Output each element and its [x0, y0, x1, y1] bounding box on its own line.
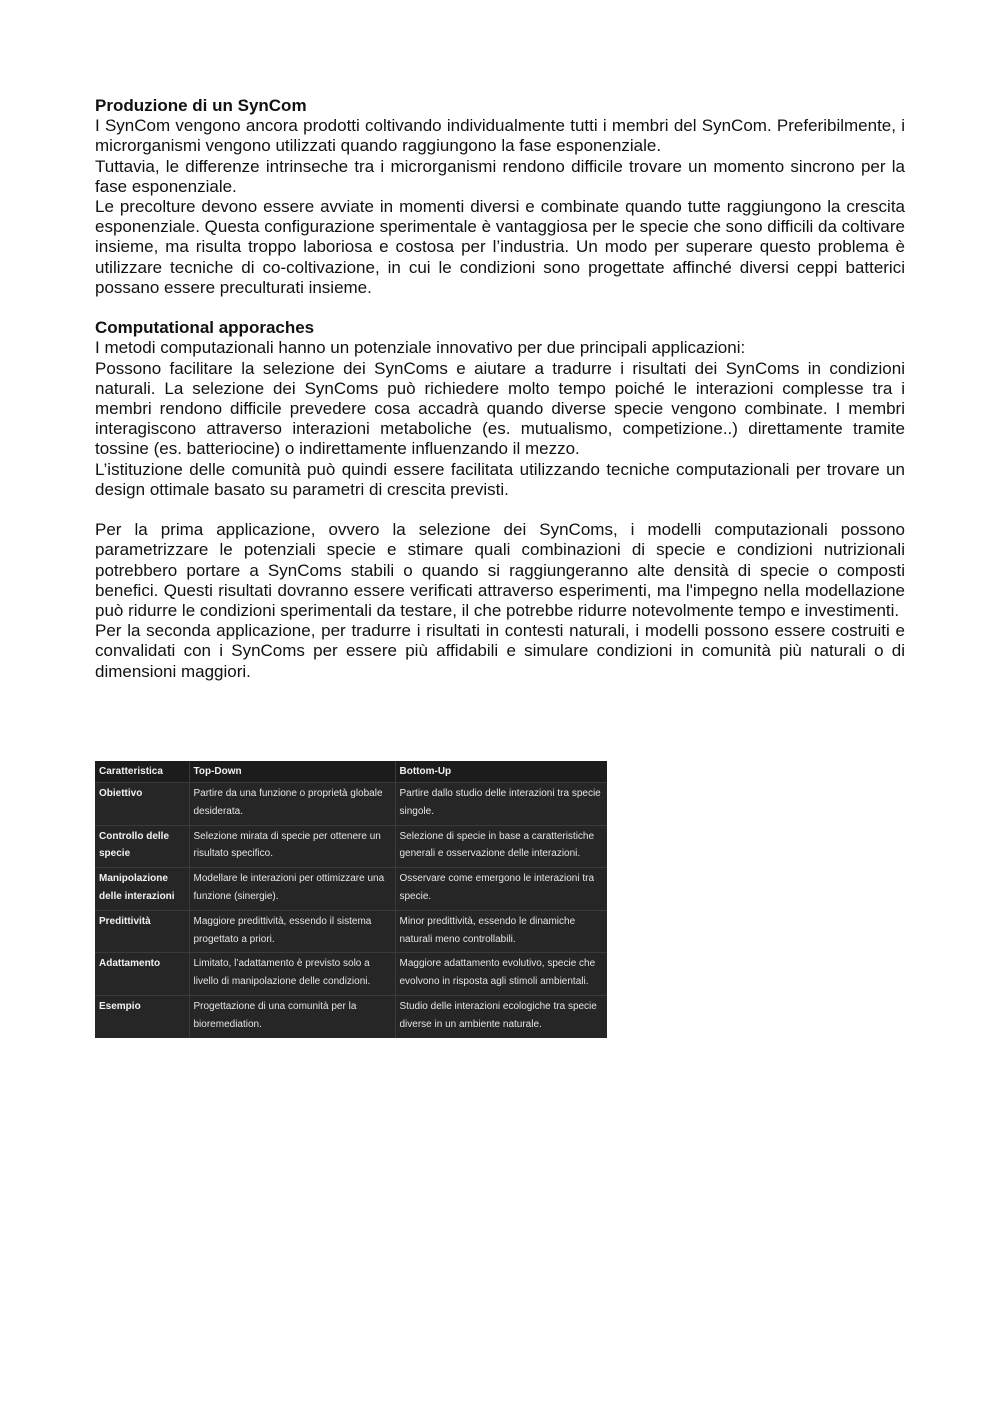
table-cell: Partire dallo studio delle interazioni tra specie singole.	[395, 783, 607, 826]
section-title-produzione: Produzione di un SynCom	[95, 96, 307, 115]
table-cell: Minor predittività, essendo le dinamiche naturali meno controllabili.	[395, 910, 607, 953]
column-header: Bottom-Up	[395, 761, 607, 783]
comparison-table-image	[95, 761, 607, 1038]
table-cell: Partire da una funzione o proprietà globale desiderata.	[189, 783, 395, 826]
table-row	[95, 868, 607, 911]
paragraph: L’istituzione delle comunità può quindi essere facilitata utilizzando tecniche computazionali per trovare un design ottimale basato su parametri di crescita previsti.	[95, 459, 905, 499]
table-header-row	[95, 761, 607, 783]
spacer	[95, 500, 905, 520]
paragraph: I metodi computazionali hanno un potenziale innovativo per due principali applicazioni:	[95, 338, 746, 358]
row-label: Manipolazione delle interazioni	[95, 868, 189, 911]
row-label: Esempio	[95, 995, 189, 1037]
row-label: Adattamento	[95, 953, 189, 996]
table-cell: Studio delle interazioni ecologiche tra specie diverse in un ambiente naturale.	[395, 995, 607, 1037]
paragraph: Per la seconda applicazione, per tradurre i risultati in contesti naturali, i modelli possono essere costruiti e convalidati con i SynComs per essere più affidabili e simulare condizioni in comunità più naturali o di dimensioni maggiori.	[95, 621, 905, 681]
spacer	[95, 298, 905, 318]
table-row	[95, 910, 607, 953]
paragraph: Per la prima applicazione, ovvero la selezione dei SynComs, i modelli computazionali possono parametrizzare le potenziali specie e stimare quali combinazioni di specie e condizioni nutrizionali potrebbero portare a SynComs stabili o quando si raggiungeranno alte densità di specie o composti benefici. Questi risultati dovranno essere verificati attraverso esperimenti, ma l'impegno nella modellazione può ridurre le condizioni sperimentali da testare, il che potrebbe ridurre notevolmente tempo e investimenti.	[95, 520, 905, 621]
table-cell: Maggiore adattamento evolutivo, specie che evolvono in risposta agli stimoli ambientali.	[395, 953, 607, 996]
table-cell: Progettazione di una comunità per la bioremediation.	[189, 995, 395, 1037]
row-label: Obiettivo	[95, 783, 189, 826]
table-row	[95, 783, 607, 826]
table-cell: Limitato, l’adattamento è previsto solo a livello di manipolazione delle condizioni.	[189, 953, 395, 996]
table-cell: Selezione di specie in base a caratteristiche generali e osservazione delle interazioni.	[395, 825, 607, 868]
table-row	[95, 953, 607, 996]
row-label: Controllo delle specie	[95, 825, 189, 868]
paragraph: Le precolture devono essere avviate in momenti diversi e combinate quando tutte raggiungono la crescita esponenziale. Questa configurazione sperimentale è vantaggiosa per le specie che sono difficili da coltivare insieme, ma risulta troppo laboriosa e costosa per l’industria. Un modo per superare questo problema è utilizzare tecniche di co-coltivazione, in cui le condizioni sono progettate affinché diversi ceppi batterici possano essere preculturati insieme.	[95, 197, 905, 297]
table-cell: Osservare come emergono le interazioni tra specie.	[395, 868, 607, 911]
column-header: Top-Down	[189, 761, 395, 783]
table-row	[95, 995, 607, 1037]
column-header: Caratteristica	[95, 761, 189, 783]
document-body	[95, 96, 905, 682]
section-title-computational: Computational apporaches	[95, 318, 315, 338]
table-cell: Selezione mirata di specie per ottenere un risultato specifico.	[189, 825, 395, 868]
table-cell: Maggiore predittività, essendo il sistema progettato a priori.	[189, 910, 395, 953]
table-row	[95, 825, 607, 868]
paragraph: Possono facilitare la selezione dei SynComs e aiutare a tradurre i risultati dei SynComs in condizioni naturali. La selezione dei SynComs può richiedere molto tempo poiché le interazioni complesse tra i membri rendono difficile prevedere cosa accadrà quando diverse specie vengono combinate. I membri interagiscono attraverso interazioni metaboliche (es. mutualismo, competizione..) direttamente tramite tossine (es. batteriocine) o indirettamente influenzando il mezzo.	[95, 358, 905, 459]
paragraph: Tuttavia, le differenze intrinseche tra i microrganismi rendono difficile trovare un momento sincrono per la fase esponenziale.	[95, 156, 905, 196]
row-label: Predittività	[95, 910, 189, 953]
comparison-table	[95, 761, 607, 1038]
paragraph: I SynCom vengono ancora prodotti coltivando individualmente tutti i membri del SynCom. Preferibilmente, i microrganismi vengono utilizzati quando raggiungono la fase esponenziale.	[95, 116, 905, 156]
table-cell: Modellare le interazioni per ottimizzare una funzione (sinergie).	[189, 868, 395, 911]
